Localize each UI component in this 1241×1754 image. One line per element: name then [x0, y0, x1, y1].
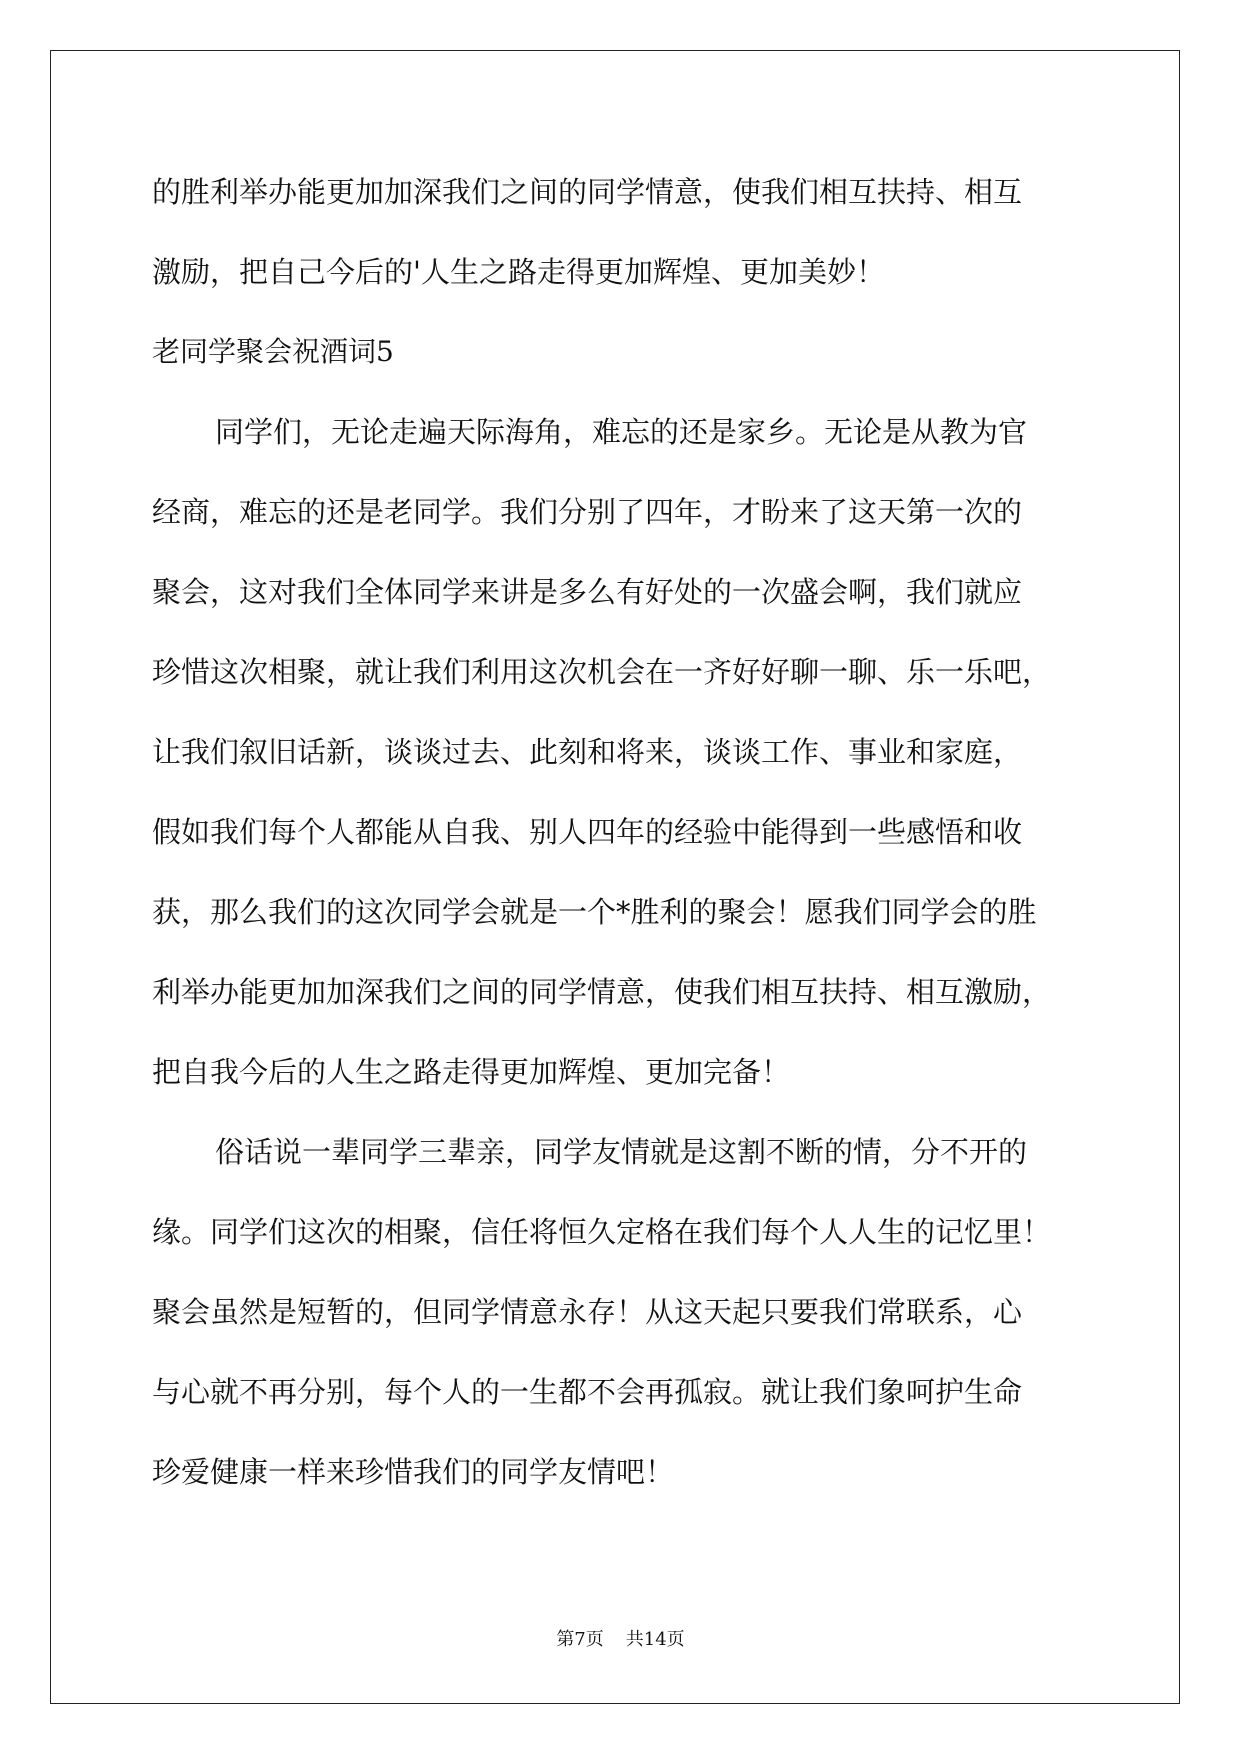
page-number: 第7页	[556, 1629, 604, 1650]
text-line: 获，那么我们的这次同学会就是一个*胜利的聚会！愿我们同学会的胜	[152, 895, 1037, 929]
paragraph-start-line: 同学们，无论走遍天际海角，难忘的还是家乡。无论是从教为官	[215, 415, 1028, 449]
text-line: 聚会，这对我们全体同学来讲是多么有好处的一次盛会啊，我们就应	[152, 575, 1023, 609]
text-line: 珍爱健康一样来珍惜我们的同学友情吧！	[152, 1455, 675, 1489]
text-line: 珍惜这次相聚，就让我们利用这次机会在一齐好好聊一聊、乐一乐吧，	[152, 655, 1052, 689]
text-line: 激励，把自己今后的'人生之路走得更加辉煌、更加美妙！	[152, 255, 885, 289]
text-line: 把自我今后的人生之路走得更加辉煌、更加完备！	[152, 1055, 791, 1089]
paragraph-start-line: 俗话说一辈同学三辈亲，同学友情就是这割不断的情，分不开的	[215, 1135, 1028, 1169]
text-line: 的胜利举办能更加加深我们之间的同学情意，使我们相互扶持、相互	[152, 175, 1023, 209]
text-line: 假如我们每个人都能从自我、别人四年的经验中能得到一些感悟和收	[152, 815, 1023, 849]
page-total: 共14页	[625, 1629, 685, 1650]
text-line: 缘。同学们这次的相聚，信任将恒久定格在我们每个人人生的记忆里！	[152, 1215, 1052, 1249]
text-line: 经商，难忘的还是老同学。我们分别了四年，才盼来了这天第一次的	[152, 495, 1023, 529]
text-line: 聚会虽然是短暂的，但同学情意永存！从这天起只要我们常联系，心	[152, 1295, 1023, 1329]
page-footer	[0, 1625, 1241, 1651]
text-line: 与心就不再分别，每个人的一生都不会再孤寂。就让我们象呵护生命	[152, 1375, 1023, 1409]
section-heading: 老同学聚会祝酒词5	[152, 335, 394, 368]
text-line: 让我们叙旧话新，谈谈过去、此刻和将来，谈谈工作、事业和家庭，	[152, 735, 1023, 769]
text-line: 利举办能更加加深我们之间的同学情意，使我们相互扶持、相互激励，	[152, 975, 1052, 1009]
